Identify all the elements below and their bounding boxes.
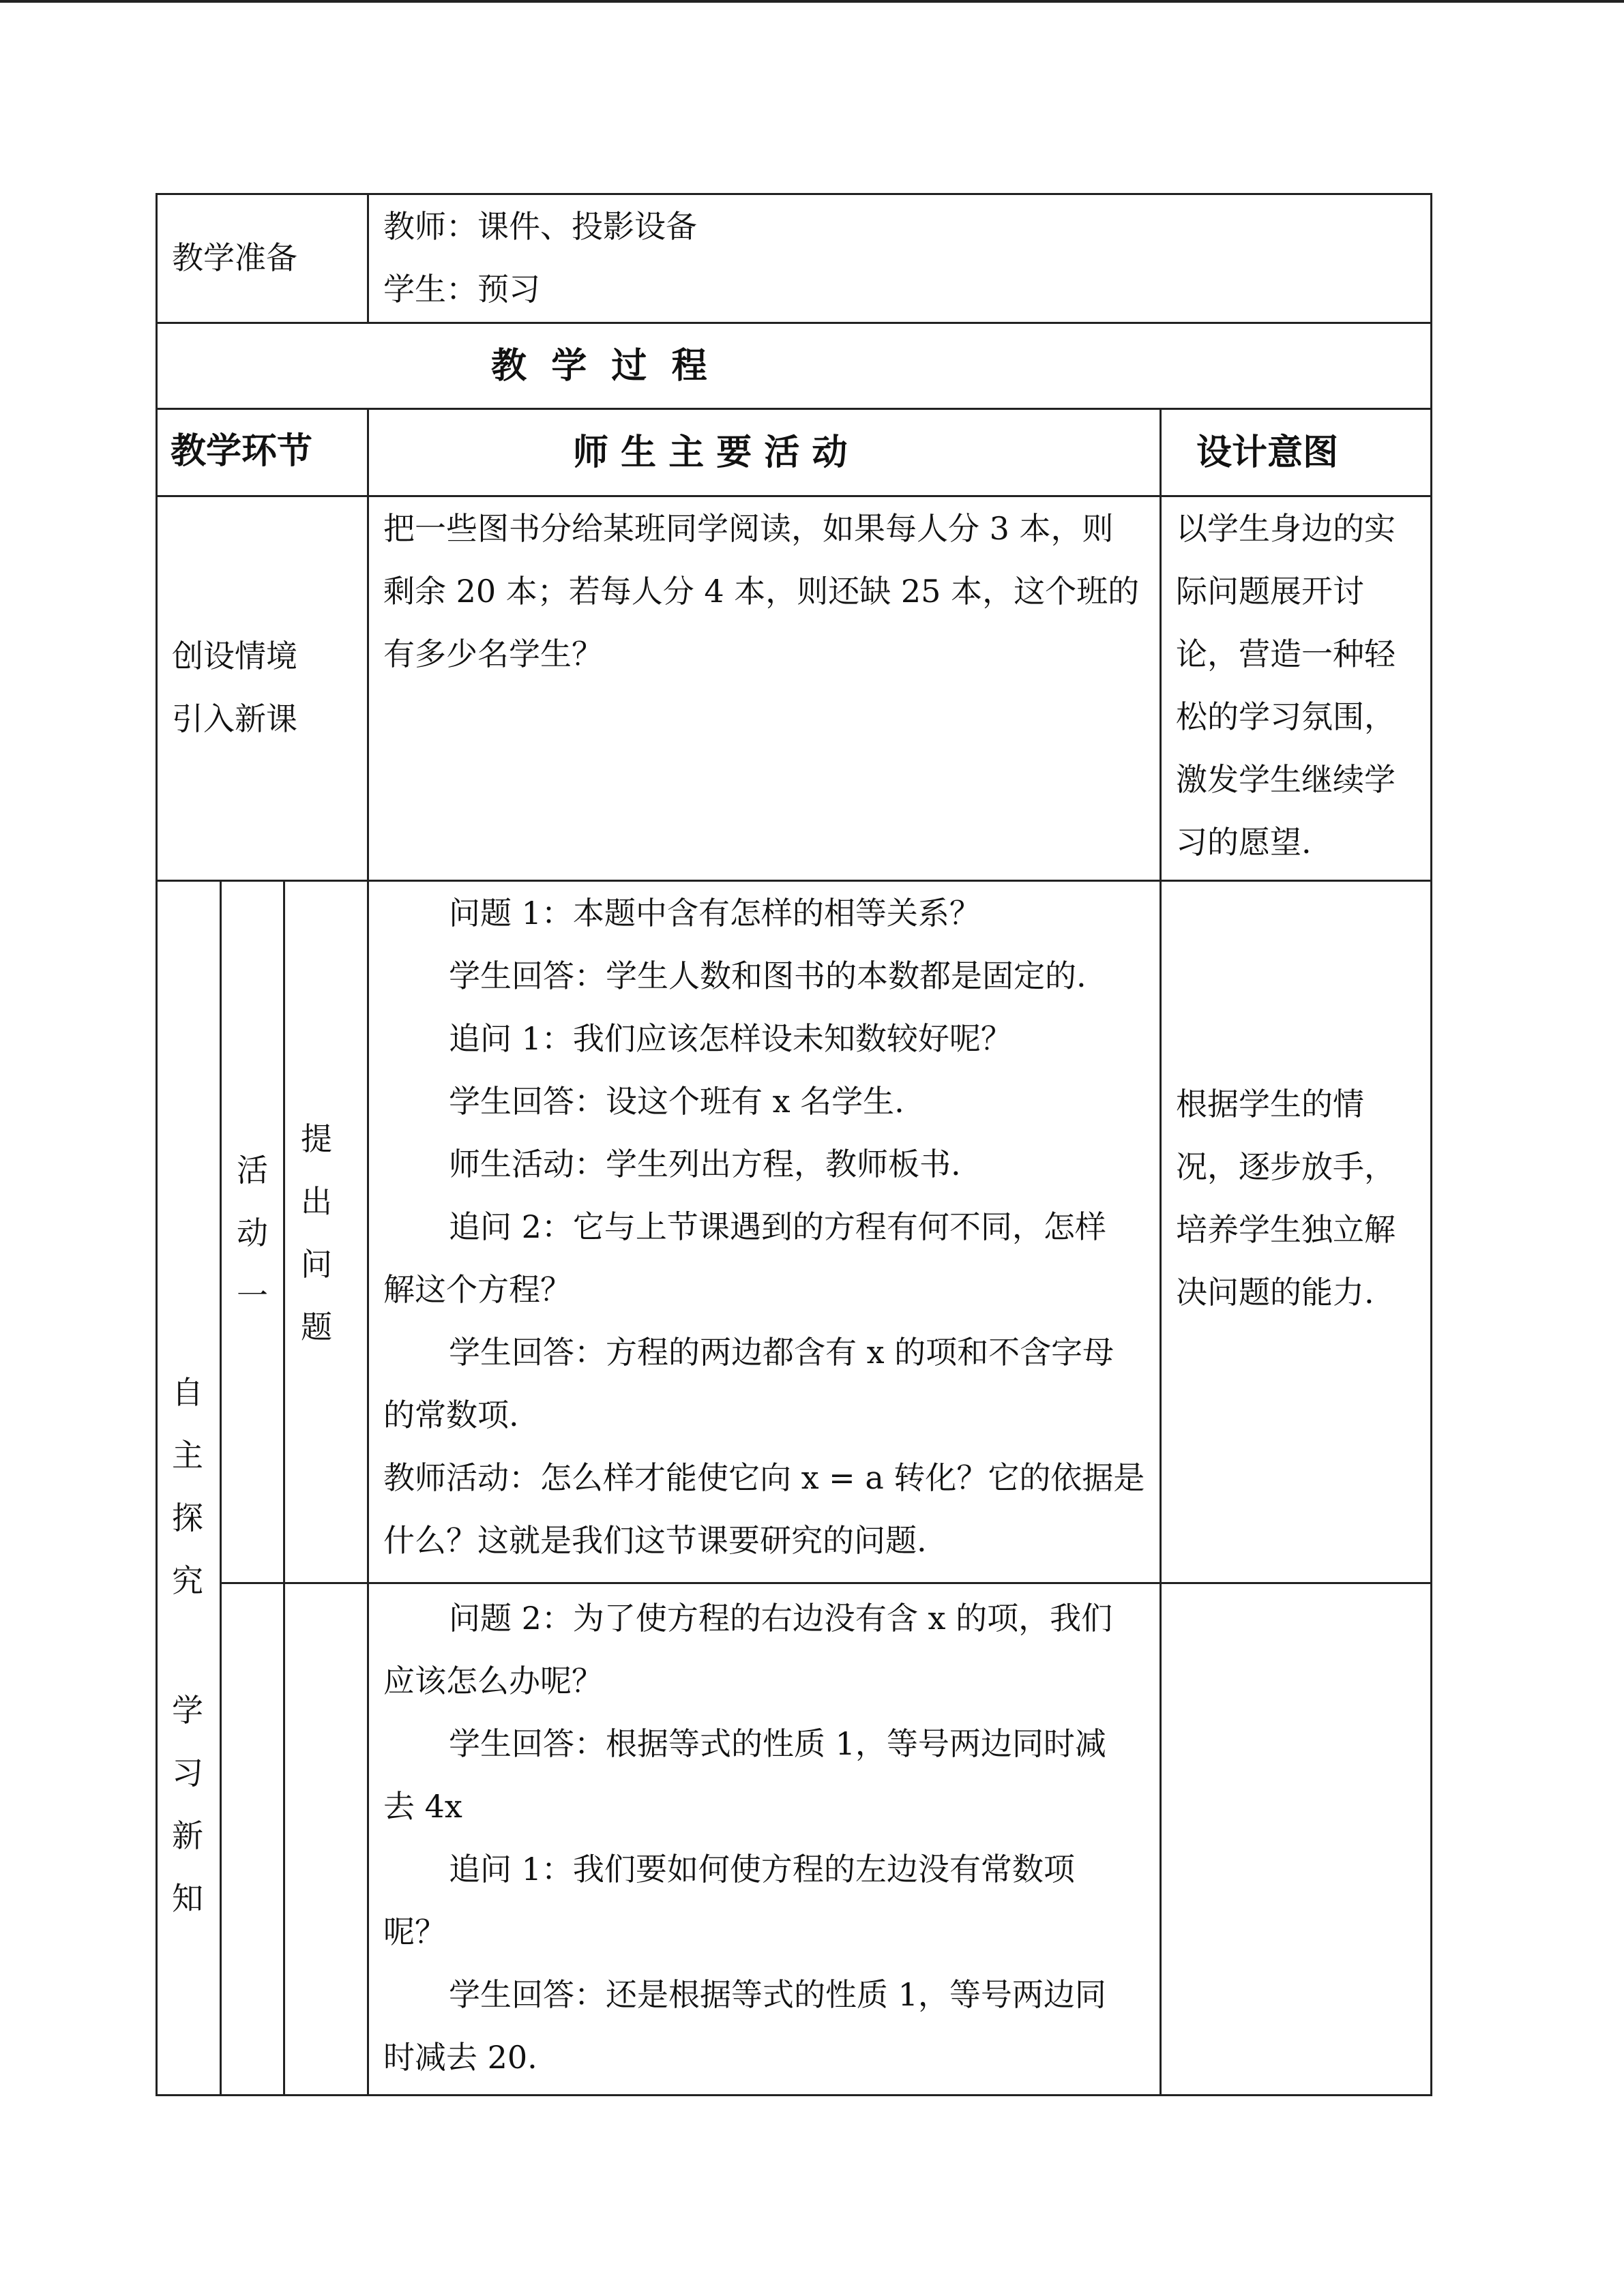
dialogue-line: 学生回答：方程的两边都含有 x 的项和不含字母	[449, 1334, 1114, 1371]
explore-stage-char: 新	[172, 1817, 203, 1854]
dialogue-line: 学生回答：还是根据等式的性质 1，等号两边同	[449, 1976, 1106, 2013]
dialogue-line: 学生回答：设这个班有 x 名学生.	[449, 1083, 904, 1120]
intro-stage-line2: 引入新课	[172, 700, 297, 737]
activity-block-1	[383, 882, 1154, 1572]
explore-stage-char: 探	[172, 1500, 203, 1536]
intro-stage-line1: 创设情境	[172, 638, 297, 674]
page-top-border	[0, 0, 1624, 3]
prep-label: 教学准备	[172, 239, 297, 276]
dialogue-line: 时减去 20.	[383, 2039, 537, 2076]
intro-intent-line: 松的学习氛围，	[1176, 698, 1396, 735]
intro-intent-line: 论，营造一种轻	[1176, 636, 1396, 672]
column-divider	[283, 880, 285, 2096]
intro-problem-line: 把一些图书分给某班同学阅读，如果每人分 3 本，则	[383, 510, 1114, 547]
dialogue-line: 师生活动：学生列出方程，教师板书.	[449, 1146, 961, 1182]
dialogue-line: 呢？	[383, 1913, 446, 1950]
explore-stage-char: 究	[172, 1562, 203, 1599]
activity-block-2	[383, 1587, 1154, 2089]
intro-problem	[383, 497, 1154, 685]
dialogue-line: 学生回答：根据等式的性质 1，等号两边同时减	[449, 1725, 1106, 1762]
dialogue-line: 去 4x	[383, 1788, 462, 1825]
dialogue-line: 教师活动：怎么样才能使它向 x = a 转化？它的依据是	[383, 1459, 1145, 1496]
header-stage: 教学环节	[171, 430, 313, 472]
dialogue-line: 追问 2：它与上节课遇到的方程有何不同，怎样	[449, 1208, 1106, 1245]
sub-step-char: 出	[301, 1183, 332, 1220]
activity-char: 动	[237, 1214, 268, 1251]
prep-teacher: 教师：课件、投影设备	[383, 208, 697, 245]
intro-intent-line: 以学生身边的实	[1176, 510, 1396, 547]
dialogue-line: 的常数项.	[383, 1397, 519, 1433]
explore-stage-char: 学	[172, 1692, 203, 1729]
table-border-top	[156, 193, 1432, 195]
dialogue-line: 追问 1：我们应该怎样设未知数较好呢？	[449, 1020, 1012, 1057]
header-intent: 设计意图	[1196, 432, 1339, 473]
process-title: 教 学 过 程	[491, 345, 707, 387]
header-activity: 师 生 主 要 活 动	[573, 432, 848, 473]
explore-stage-char: 习	[172, 1755, 203, 1791]
row-divider	[220, 1582, 1432, 1584]
dialogue-line: 什么？这就是我们这节课要研究的问题.	[383, 1522, 927, 1559]
row-divider	[156, 322, 1432, 324]
column-divider	[1160, 408, 1162, 2096]
sub-step-char: 提	[301, 1120, 332, 1157]
dialogue-line: 解这个方程？	[383, 1271, 572, 1308]
dialogue-line: 问题 1：本题中含有怎样的相等关系？	[449, 895, 981, 931]
intent-line: 根据学生的情	[1176, 1086, 1364, 1122]
sub-step-char: 问	[301, 1246, 332, 1283]
dialogue-line: 应该怎么办呢？	[383, 1663, 603, 1699]
intro-intent-line: 激发学生继续学	[1176, 761, 1396, 798]
table-border-right	[1430, 193, 1432, 2096]
dialogue-line: 追问 1：我们要如何使方程的左边没有常数项	[449, 1851, 1075, 1888]
activity-char: 一	[237, 1277, 268, 1314]
intent-line: 况，逐步放手，	[1176, 1148, 1396, 1185]
sub-step-char: 题	[301, 1309, 332, 1345]
dialogue-line: 学生回答：学生人数和图书的本数都是固定的.	[449, 957, 1087, 994]
prep-student: 学生：预习	[383, 271, 540, 308]
explore-stage-char: 主	[172, 1437, 203, 1474]
intro-intent-line: 习的愿望.	[1176, 824, 1312, 861]
column-divider	[367, 408, 369, 2096]
intro-problem-line: 剩余 20 本；若每人分 4 本，则还缺 25 本，这个班的	[383, 573, 1140, 610]
intro-intent	[1176, 497, 1396, 874]
intro-intent-line: 际问题展开讨	[1176, 573, 1364, 610]
activity-char: 活	[237, 1152, 268, 1189]
row-divider	[156, 408, 1432, 410]
explore-stage-char: 知	[172, 1880, 203, 1917]
intent-line: 培养学生独立解	[1176, 1211, 1396, 1248]
column-divider	[220, 880, 222, 2096]
dialogue-line: 问题 2：为了使方程的右边没有含 x 的项，我们	[449, 1600, 1113, 1637]
explore-stage-char: 自	[172, 1374, 203, 1411]
intent-line: 决问题的能力.	[1176, 1274, 1374, 1311]
table-border-bottom	[156, 2094, 1432, 2096]
block1-intent	[1176, 1073, 1396, 1324]
intro-problem-line: 有多少名学生？	[383, 636, 603, 672]
column-divider	[367, 193, 369, 323]
